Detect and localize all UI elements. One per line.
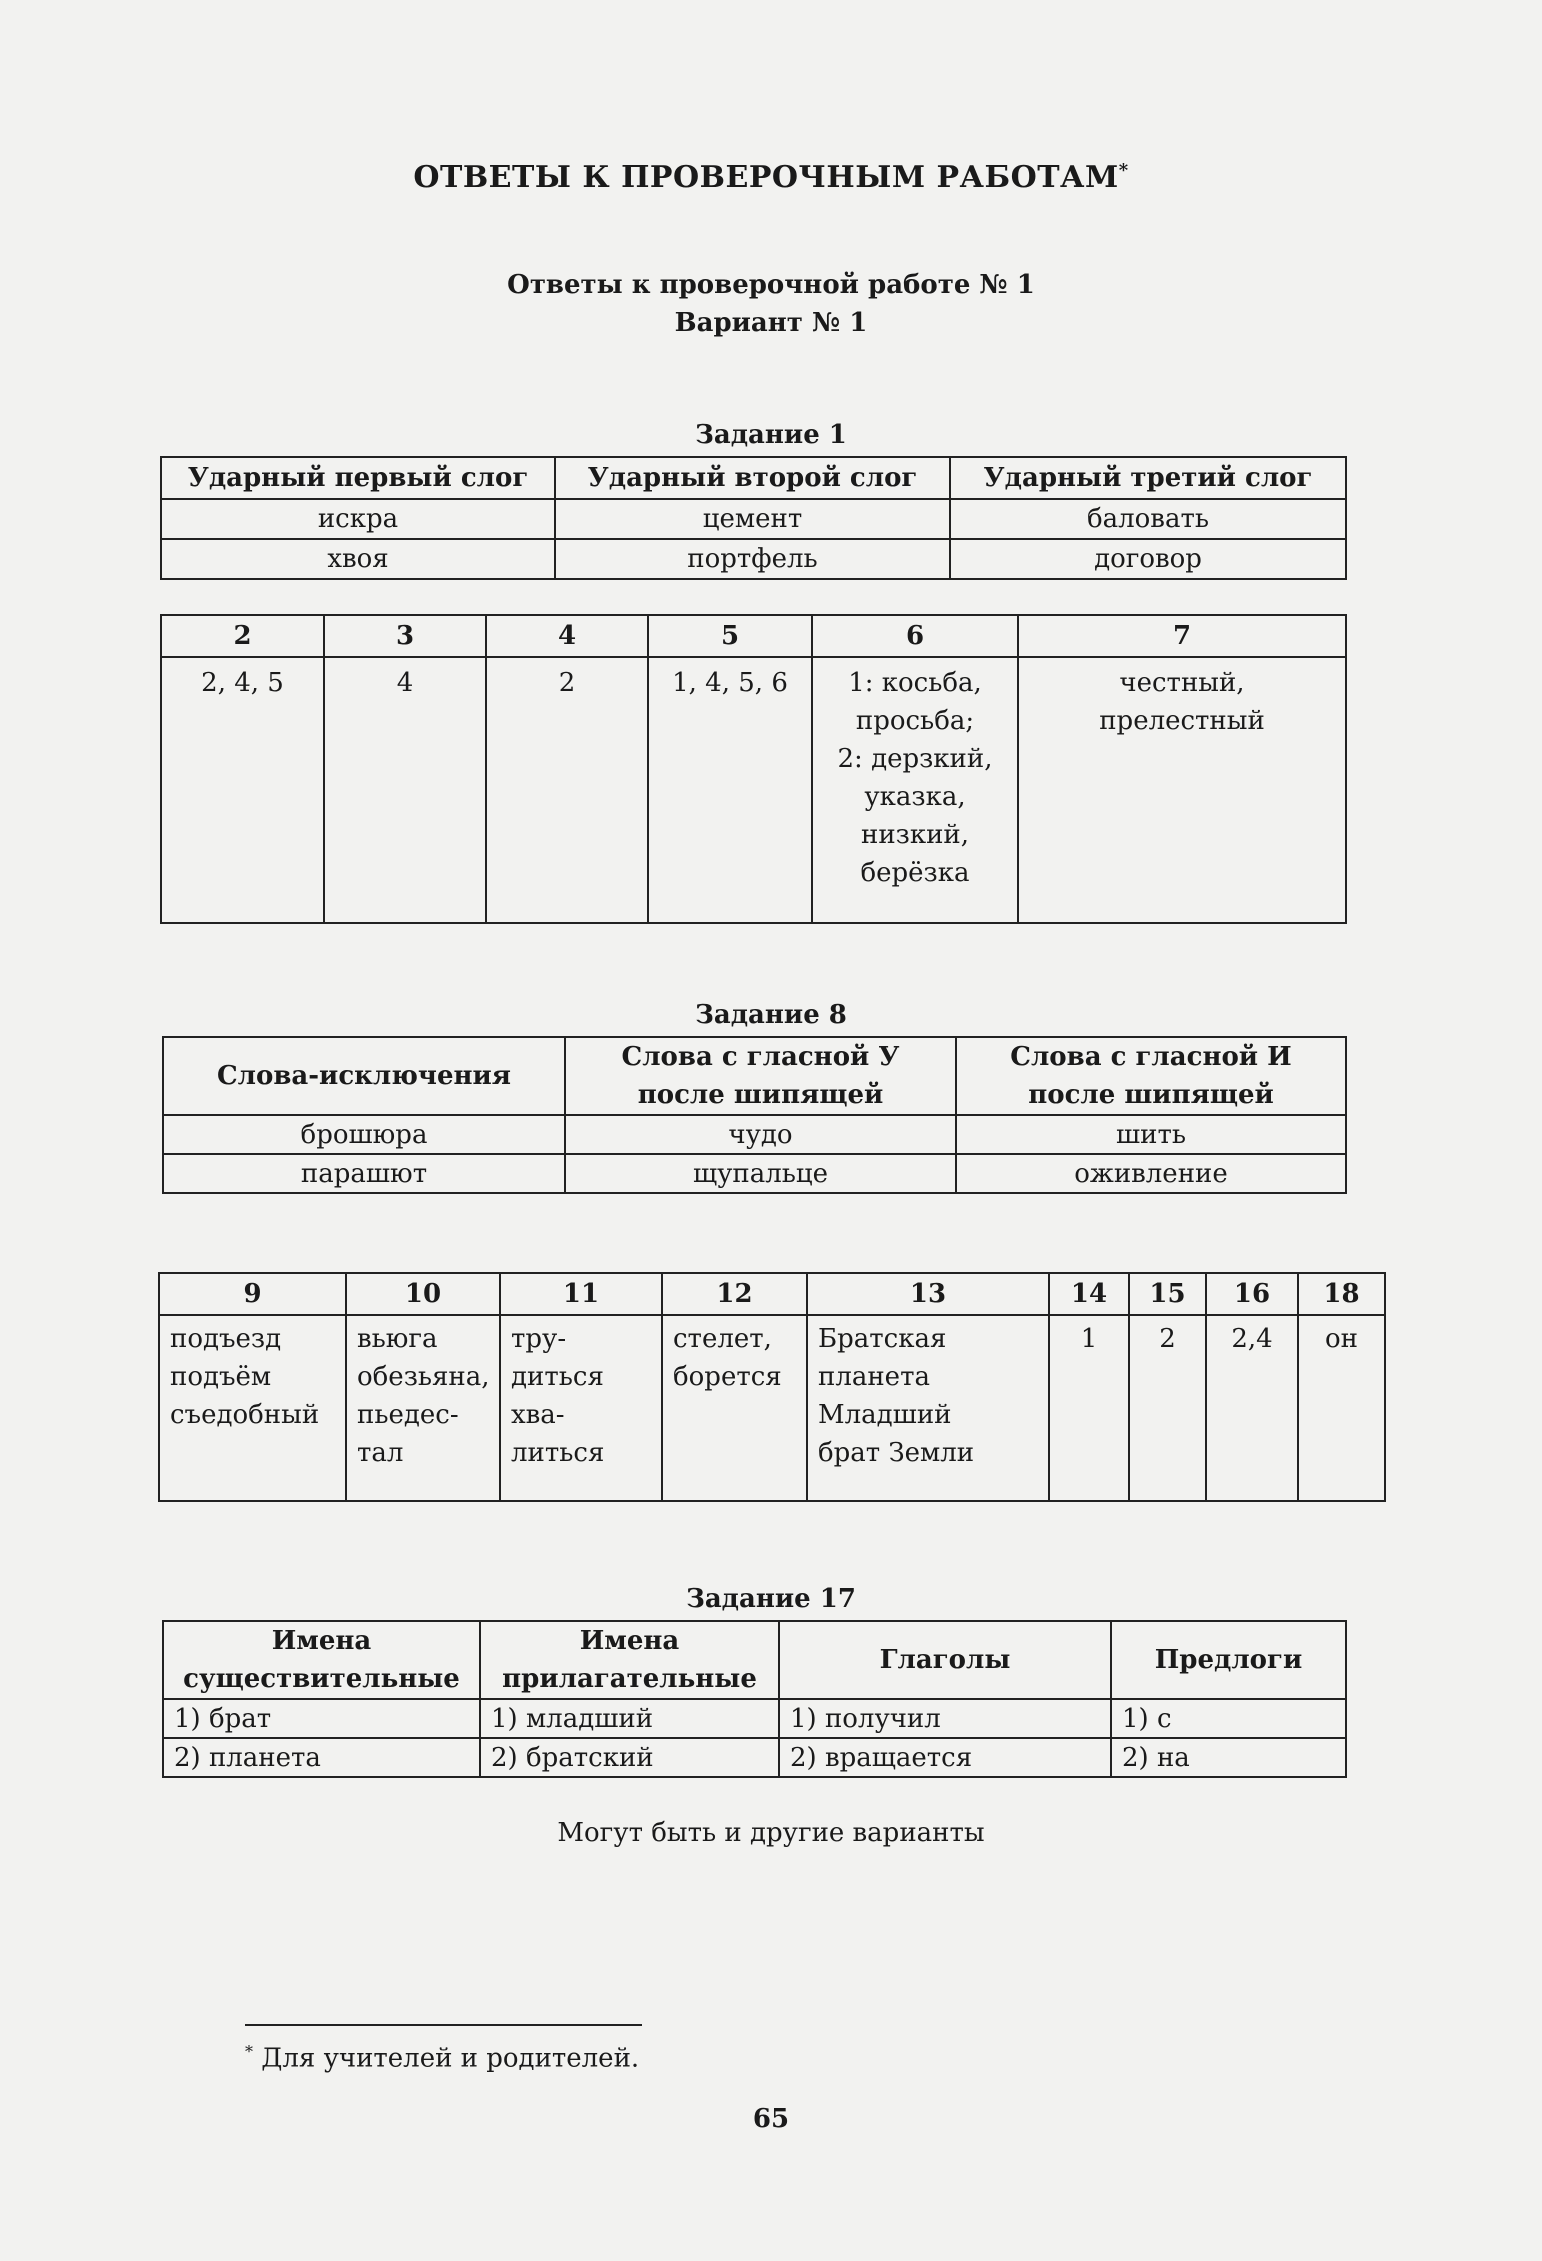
- column-header: 5: [648, 615, 812, 657]
- table-cell: баловать: [950, 499, 1346, 539]
- column-header: 2: [161, 615, 324, 657]
- column-header: 7: [1018, 615, 1346, 657]
- column-header: 11: [500, 1273, 662, 1315]
- table-cell: парашют: [163, 1154, 565, 1193]
- table-header-row: [163, 1621, 1346, 1699]
- table-cell: брошюра: [163, 1115, 565, 1154]
- table-cell: шить: [956, 1115, 1346, 1154]
- table-cell: честный, прелестный: [1018, 657, 1346, 923]
- task1-table: [160, 456, 1347, 580]
- page-title: ОТВЕТЫ К ПРОВЕРОЧНЫМ РАБОТАМ*: [413, 160, 1129, 195]
- column-header: Ударный второй слог: [555, 457, 950, 499]
- column-header: 15: [1129, 1273, 1206, 1315]
- column-header: 9: [159, 1273, 346, 1315]
- column-header: 12: [662, 1273, 807, 1315]
- table-cell: цемент: [555, 499, 950, 539]
- table-header-row: [161, 615, 1346, 657]
- table-row: [163, 1154, 1346, 1193]
- table-cell: 2: [486, 657, 648, 923]
- table-cell: 1: [1049, 1315, 1129, 1501]
- table-cell: 2,4: [1206, 1315, 1298, 1501]
- table-cell: 2) братский: [480, 1738, 779, 1777]
- variant-subtitle: Вариант № 1: [674, 308, 868, 338]
- task8-heading: Задание 8: [695, 1000, 847, 1030]
- table-cell: 2: [1129, 1315, 1206, 1501]
- task8-table: [162, 1036, 1347, 1194]
- task1-heading: Задание 1: [695, 420, 847, 450]
- table-cell: он: [1298, 1315, 1385, 1501]
- task17-heading: Задание 17: [686, 1584, 856, 1614]
- table-cell: 2) вращается: [779, 1738, 1111, 1777]
- table-row: [163, 1115, 1346, 1154]
- column-header: 16: [1206, 1273, 1298, 1315]
- column-header: Предлоги: [1111, 1621, 1346, 1699]
- column-header: 3: [324, 615, 486, 657]
- table-cell: 1) младший: [480, 1699, 779, 1738]
- table-cell: тру- диться хва- литься: [500, 1315, 662, 1501]
- column-header: Слова с гласной У после шипящей: [565, 1037, 956, 1115]
- tasks9-18-table: [158, 1272, 1386, 1502]
- column-header: 13: [807, 1273, 1049, 1315]
- table-cell: чудо: [565, 1115, 956, 1154]
- table-cell: договор: [950, 539, 1346, 579]
- column-header: Ударный третий слог: [950, 457, 1346, 499]
- table-cell: 1) брат: [163, 1699, 480, 1738]
- table-cell: 1: косьба, просьба; 2: дерзкий, указка, низкий, берёзка: [812, 657, 1018, 923]
- table-row: [163, 1738, 1346, 1777]
- table-cell: портфель: [555, 539, 950, 579]
- table-cell: хвоя: [161, 539, 555, 579]
- table-row: [161, 539, 1346, 579]
- column-header: Слова-исключения: [163, 1037, 565, 1115]
- table-cell: Братская планета Младший брат Земли: [807, 1315, 1049, 1501]
- table-cell: 2) планета: [163, 1738, 480, 1777]
- column-header: 10: [346, 1273, 500, 1315]
- footnote: * Для учителей и родителей.: [245, 2042, 640, 2074]
- column-header: 4: [486, 615, 648, 657]
- table-row: [159, 1315, 1385, 1501]
- table-header-row: [163, 1037, 1346, 1115]
- column-header: 14: [1049, 1273, 1129, 1315]
- table-row: [163, 1699, 1346, 1738]
- table-cell: 4: [324, 657, 486, 923]
- table-row: [161, 499, 1346, 539]
- column-header: Слова с гласной И после шипящей: [956, 1037, 1346, 1115]
- table-header-row: [159, 1273, 1385, 1315]
- table-row: [161, 657, 1346, 923]
- table-cell: щупальце: [565, 1154, 956, 1193]
- table-cell: подъезд подъём съедобный: [159, 1315, 346, 1501]
- column-header: Имена существительные: [163, 1621, 480, 1699]
- column-header: Имена прилагательные: [480, 1621, 779, 1699]
- table-cell: 1) получил: [779, 1699, 1111, 1738]
- column-header: Ударный первый слог: [161, 457, 555, 499]
- table-cell: оживление: [956, 1154, 1346, 1193]
- table-cell: вьюга обезьяна, пьедес- тал: [346, 1315, 500, 1501]
- column-header: 18: [1298, 1273, 1385, 1315]
- footnote-divider: [245, 2024, 642, 2026]
- table-cell: искра: [161, 499, 555, 539]
- table-header-row: [161, 457, 1346, 499]
- column-header: 6: [812, 615, 1018, 657]
- table-cell: 2, 4, 5: [161, 657, 324, 923]
- page-number: 65: [752, 2104, 790, 2134]
- answers-subtitle: Ответы к проверочной работе № 1: [507, 270, 1035, 300]
- table-cell: 1) с: [1111, 1699, 1346, 1738]
- task17-table: [162, 1620, 1347, 1778]
- table-cell: 2) на: [1111, 1738, 1346, 1777]
- variants-note: Могут быть и другие варианты: [557, 1818, 985, 1848]
- table-cell: стелет, борется: [662, 1315, 807, 1501]
- table-cell: 1, 4, 5, 6: [648, 657, 812, 923]
- column-header: Глаголы: [779, 1621, 1111, 1699]
- tasks2-7-table: [160, 614, 1347, 924]
